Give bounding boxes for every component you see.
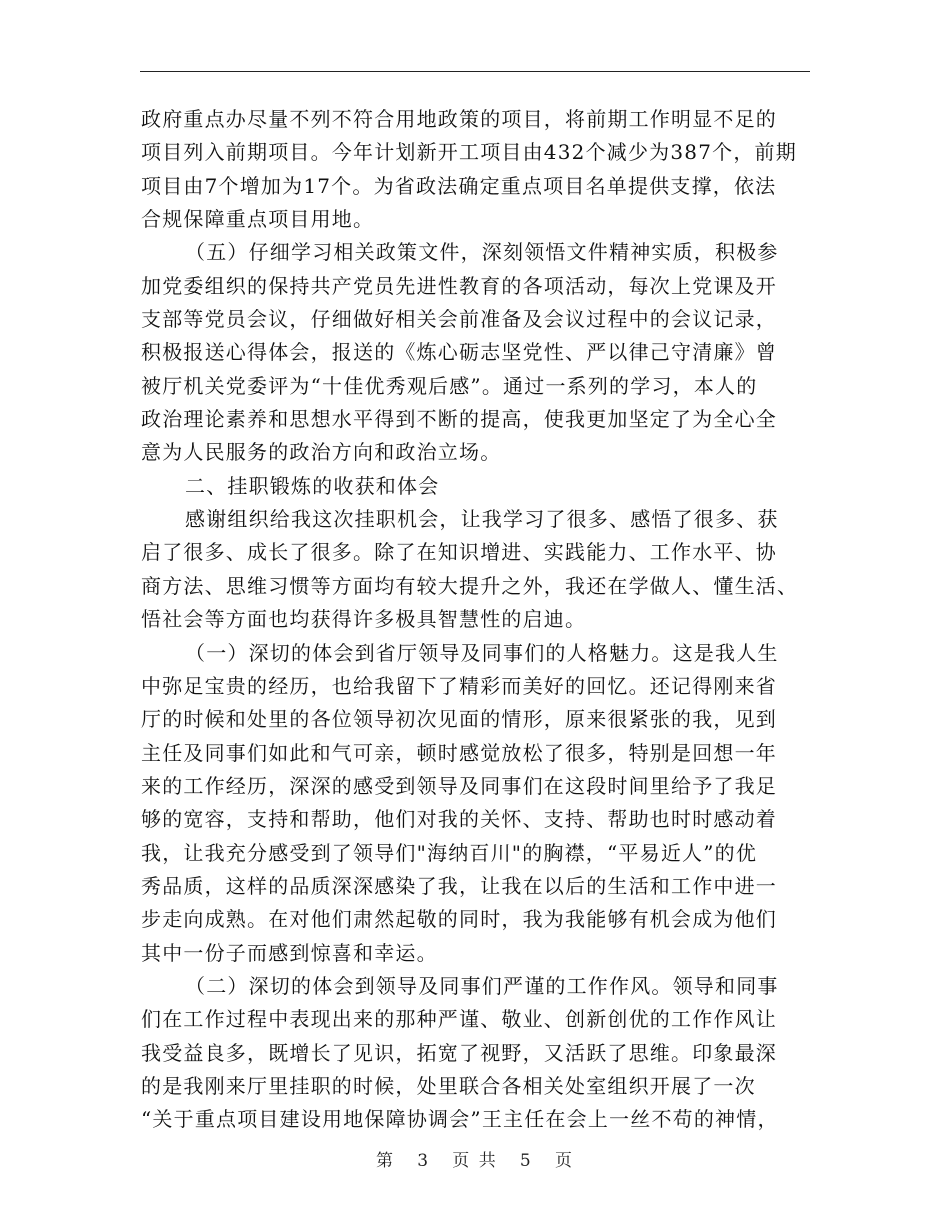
paragraph-start-line: （二）深切的体会到领导及同事们严谨的工作作风。领导和同事: [185, 973, 779, 998]
paragraph-start-line: （五）仔细学习相关政策文件，深刻领悟文件精神实质，积极参: [185, 240, 779, 265]
text-line: 步走向成熟。在对他们肃然起敬的同时，我为我能够有机会成为他们: [141, 907, 777, 932]
text-line: 的是我刚来厅里挂职的时候，处里联合各相关处室组织开展了一次: [141, 1073, 756, 1098]
text-line: 中弥足宝贵的经历，也给我留下了精彩而美好的回忆。还记得刚来省: [141, 673, 777, 698]
footer-label-suffix: 页: [554, 1151, 574, 1171]
text-line: 其中一份子而感到惊喜和幸运。: [141, 940, 438, 965]
total-page-count: 5: [519, 1151, 533, 1171]
current-page-number: 3: [417, 1151, 431, 1171]
text-line: 我，让我充分感受到了领导们"海纳百川"的胸襟，“平易近人”的优: [141, 840, 758, 865]
text-line: 政府重点办尽量不列不符合用地政策的项目，将前期工作明显不足的: [141, 107, 777, 131]
text-line: 来的工作经历，深深的感受到领导及同事们在这段时间里给予了我足: [141, 773, 777, 798]
text-line: “关于重点项目建设用地保障协调会”王主任在会上一丝不苟的神情，: [141, 1107, 779, 1132]
text-line: 支部等党员会议，仔细做好相关会前准备及会议过程中的会议记录，: [141, 307, 777, 332]
text-line: 悟社会等方面也均获得许多极具智慧性的启迪。: [141, 607, 587, 632]
text-line: 我受益良多，既增长了见识，拓宽了视野，又活跃了思维。印象最深: [141, 1040, 777, 1065]
body-text: [141, 103, 816, 1137]
text-line: 政治理论素养和思想水平得到不断的提高，使我更加坚定了为全心全: [141, 407, 777, 432]
text-line: 合规保障重点项目用地。: [141, 207, 375, 232]
text-line: 项目由7个增加为17个。为省政法确定重点项目名单提供支撑，依法: [141, 173, 777, 198]
text-line: 们在工作过程中表现出来的那种严谨、敬业、创新创优的工作作风让: [141, 1007, 777, 1032]
text-line: 商方法、思维习惯等方面均有较大提升之外，我还在学做人、懂生活、: [141, 573, 799, 598]
section-heading: 二、挂职锻炼的收获和体会: [185, 473, 440, 498]
header-rule: [140, 71, 810, 72]
page-footer: [0, 1146, 950, 1171]
text-line: 被厅机关党委评为“十佳优秀观后感”。通过一系列的学习，本人的: [141, 373, 758, 398]
text-line: 项目列入前期项目。今年计划新开工项目由432个减少为387个，前期: [141, 140, 797, 165]
footer-label-middle: 页 共: [452, 1151, 498, 1171]
text-line: 主任及同事们如此和气可亲，顿时感觉放松了很多，特别是回想一年: [141, 740, 777, 765]
text-line: 够的宽容，支持和帮助，他们对我的关怀、支持、帮助也时时感动着: [141, 807, 777, 832]
text-line: 启了很多、成长了很多。除了在知识增进、实践能力、工作水平、协: [141, 540, 777, 565]
paragraph-start-line: 感谢组织给我这次挂职机会，让我学习了很多、感悟了很多、获: [185, 507, 779, 532]
text-line: 厅的时候和处里的各位领导初次见面的情形，原来很紧张的我，见到: [141, 707, 777, 732]
text-line: 积极报送心得体会，报送的《炼心砺志坚党性、严以律己守清廉》曾: [141, 340, 777, 365]
paragraph-start-line: （一）深切的体会到省厅领导及同事们的人格魅力。这是我人生: [185, 640, 779, 665]
text-line: 意为人民服务的政治方向和政治立场。: [141, 440, 502, 465]
footer-label-prefix: 第: [376, 1151, 396, 1171]
text-line: 秀品质，这样的品质深深感染了我，让我在以后的生活和工作中进一: [141, 873, 777, 898]
text-line: 加党委组织的保持共产党员先进性教育的各项活动，每次上党课及开: [141, 273, 777, 298]
